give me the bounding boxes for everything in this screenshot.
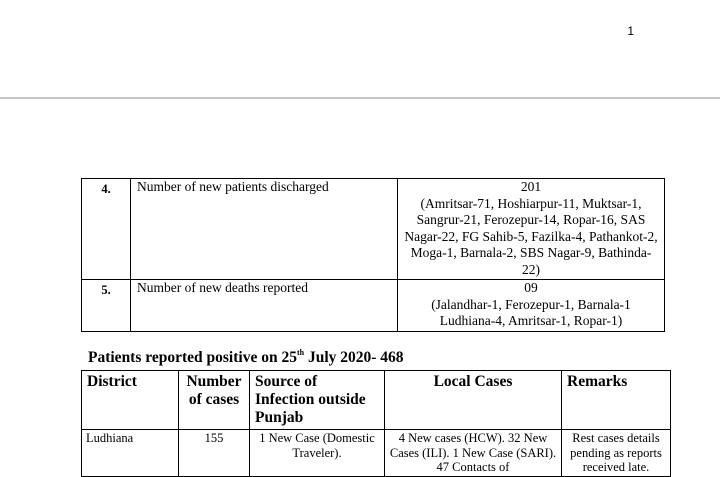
cell-remarks: Rest cases details pending as reports received late. <box>562 430 671 477</box>
column-header-source: Source of Infection outside Punjab <box>250 371 385 430</box>
cell-source: 1 New Case (Domestic Traveler). <box>250 430 385 477</box>
row-value <box>398 280 665 332</box>
discharged-total: 201 <box>520 179 542 194</box>
column-header-district: District <box>82 371 179 430</box>
cell-district: Ludhiana <box>82 430 179 477</box>
summary-table <box>81 178 665 332</box>
row-value <box>398 179 665 280</box>
heading-prefix: Patients reported positive on 25 <box>88 349 297 366</box>
header-row <box>82 371 671 430</box>
heading-suffix: July 2020- 468 <box>307 349 404 366</box>
row-serial-number: 5. <box>82 280 131 332</box>
table-row <box>82 430 671 477</box>
row-serial-number: 4. <box>82 179 131 280</box>
column-header-local: Local Cases <box>385 371 562 430</box>
column-header-number: Number of cases <box>179 371 250 430</box>
heading-ordinal: th <box>296 348 305 357</box>
deaths-district-breakdown: (Jalandhar-1, Ferozepur-1, Barnala-1 Ludhiana-4, Amritsar-1, Ropar-1) <box>431 296 631 328</box>
column-header-remarks: Remarks <box>562 371 671 430</box>
section-heading <box>88 348 404 367</box>
cases-table <box>81 370 671 477</box>
cell-number: 155 <box>179 430 250 477</box>
table-row <box>82 179 665 280</box>
discharged-district-breakdown: (Amritsar-71, Hoshiarpur-11, Muktsar-1, Sangrur-21, Ferozepur-14, Ropar-16, SAS Nagar-22, FG Sahib-5, Fazilka-4, Pathankot-2, Moga-1, Barnala-2, SBS Nagar-9, Bathinda-22) <box>404 195 658 277</box>
row-item: Number of new deaths reported <box>131 280 398 332</box>
row-item: Number of new patients discharged <box>131 179 398 280</box>
table-row <box>82 280 665 332</box>
page-break-divider <box>0 97 720 99</box>
deaths-total: 09 <box>524 280 538 295</box>
cell-local: 4 New cases (HCW). 32 New Cases (ILI). 1 New Case (SARI). 47 Contacts of <box>385 430 562 477</box>
page-number: 1 <box>627 24 634 38</box>
